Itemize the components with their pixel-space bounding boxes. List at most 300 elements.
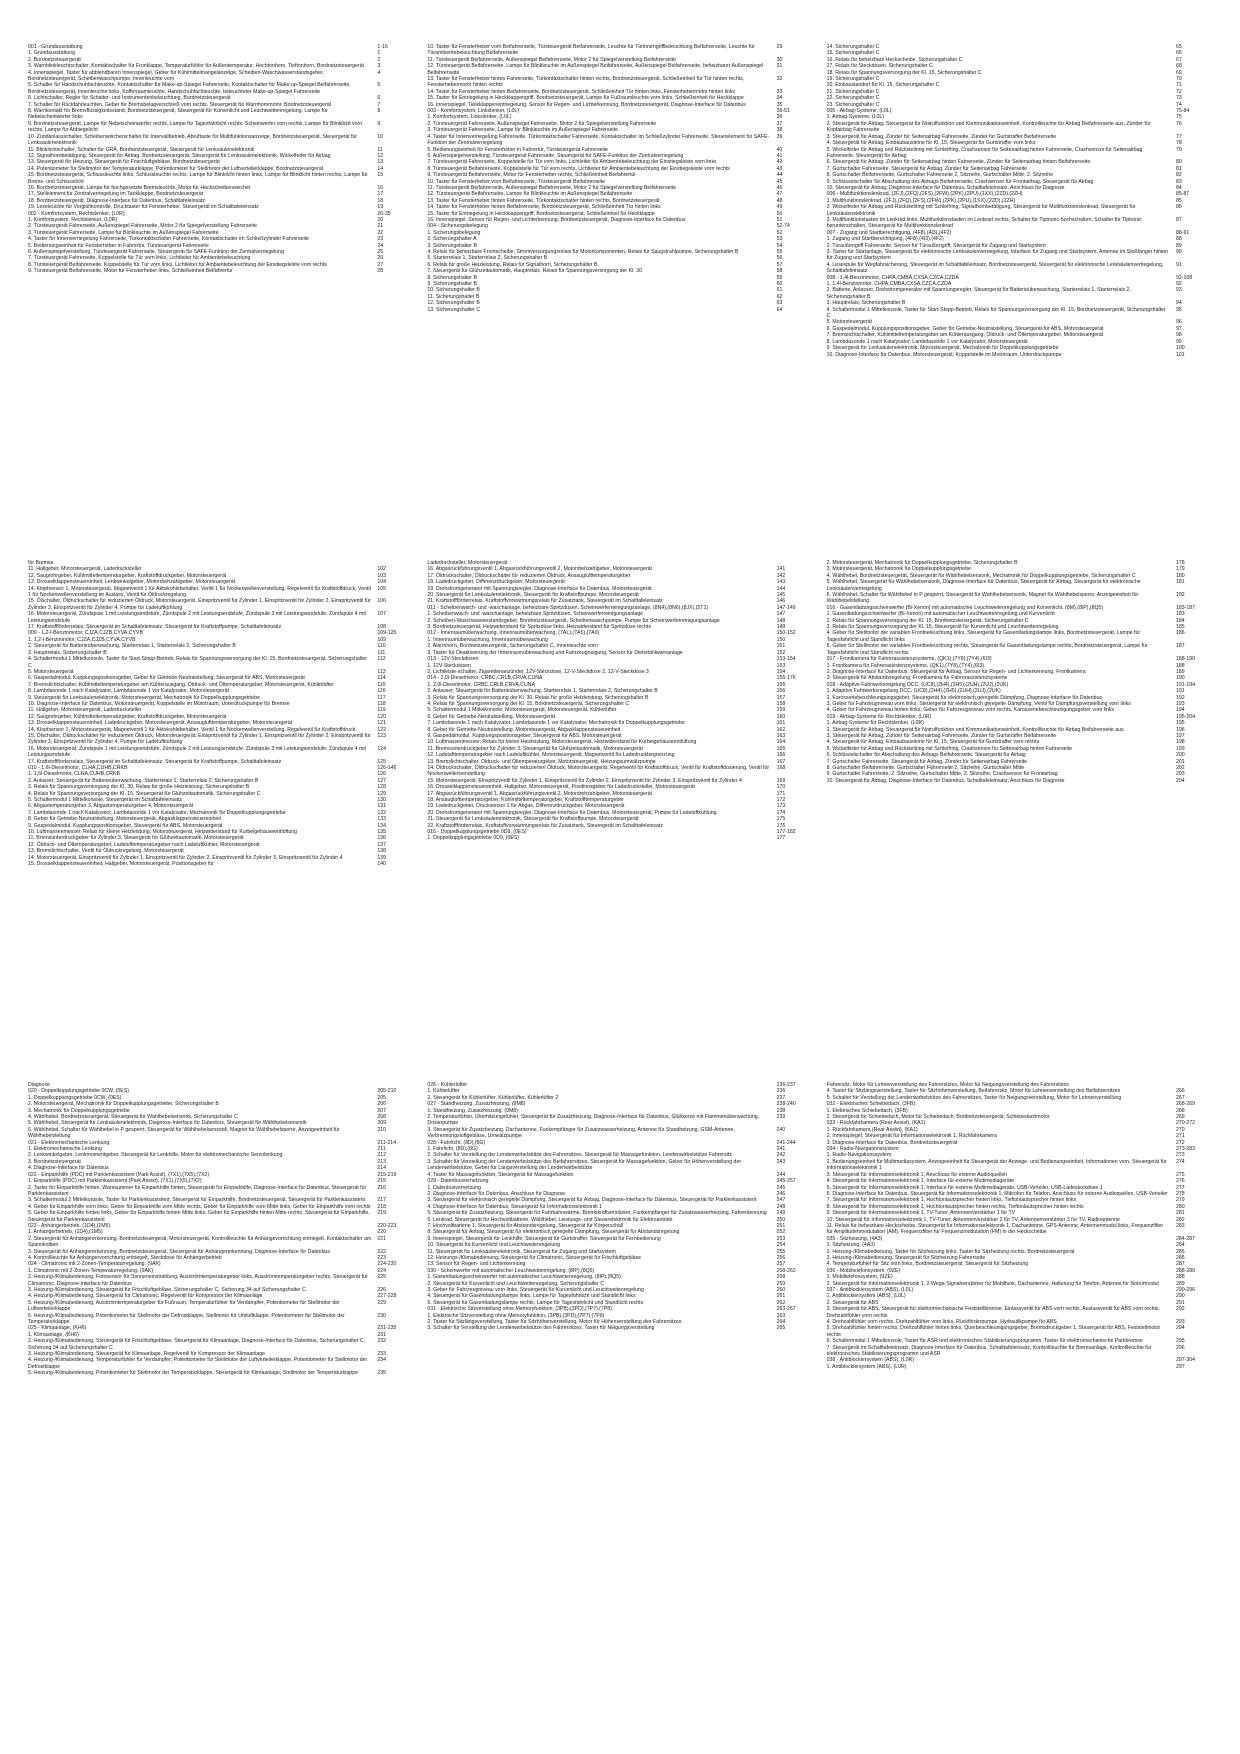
entry-page: 288-289 [1175,1267,1196,1274]
entry-page: 243 [776,1158,786,1165]
entry-page: 118 [377,700,386,707]
entry-title: 16. Innenspiegel, Tankklappenentriegelung, Sensor für Regen- und Lichterkennung, Bordnetzsteuergerät, Diagnose-Interface für Datenbus [427,101,746,108]
entry-title: 13. Drosselklappensteuereinheit, Ladedruckgeber, Motorsteuergerät, Ansauglufttemperaturgeber, Motorsteuergerät [28,720,293,727]
entry-page: 96 [1175,319,1182,326]
entry-title: 007 - Zugang und Startberechtigung, (4F8),(4I3),(4F2) [826,229,952,236]
entry-page: 29 [776,44,783,50]
entry-page: 187 [1175,643,1185,650]
index-entry [827,579,1212,592]
entry-title: 3. Steuergerät für Abstandsregelung, Frontkamera für Fahrerassistenzsysteme [826,675,1008,682]
entry-title: 9. Türsteuergerät Beifahrerseite, Motor für Fensterheber links, Schließeinheit Beifahrertür [28,268,233,275]
entry-title: 3. Heizung-/Klimabedienung, Steuergerät für Sitzheizung Fahrerseite [826,1254,986,1261]
entry-title: 10. Diagnose-Interface für Datenbus, Motorsteuergerät, Koppelstelle im Motorraum, Unterdruckpumpe für Bremse [28,700,290,707]
entry-page: 12 [377,152,384,159]
entry-title: 11. Sicherungshalter B [427,293,480,300]
entry-title: 11. Steuergerät für Lenksäulenelektronik, Steuergerät für Zugang und Startsystem [427,1248,616,1255]
index-entry [827,352,1212,358]
entry-title: 035 - Sitzheizung, (4A3) [826,1235,883,1242]
entry-page: 154 [776,668,786,675]
entry-page: 53 [776,236,783,243]
entry-page: 17 [377,191,384,198]
index-entry [28,1370,413,1376]
entry-title: 1. Climatronic mit 2-Zonen-Temperaturregelung, (9AK) [28,1267,154,1274]
entry-title: 14. Klopfsensor 1, Motorsteuergerät, Magnetventil 1 für Aktivkohlebehälter, Ventil 1 für Nockenwellenverstellung, Regelventil für Kraftstoffdruck, Ventil 1 für Nockenwellenverstellung im Auslass, Ventil für Öldruckregelung [28,585,371,599]
entry-title: 11. Türsteuergerät Beifahrerseite, Außenspiegel Beifahrerseite, Motor 2 für Spiegelverstellung Beifahrerseite [427,56,676,63]
entry-page: 238 [776,1107,786,1114]
entry-page: 140 [377,861,386,868]
entry-page: 102 [377,566,386,573]
entry-title: 2. Steuergerät für Airbag, Steuergerät für Notruffunktion und Kommunikationseinheit, Kontrollleuchte für Airbag Beifahrerseite aus, Zünder für Kopfairbag Fahrerseite [826,120,1151,134]
entry-title: 14. Klopfsensor 1, Motorsteuergerät, Magnetventil 1 für Aktivkohlebehälter, Ventil 1 für Nockenwellenverstellung, Regelventil für Kraftstoffdruck [28,726,356,733]
entry-page: 257 [776,1261,786,1268]
entry-page: 58 [776,268,783,275]
entry-page: 281 [1175,1210,1185,1217]
entry-page: 57 [776,261,783,268]
entry-title: 10. Steuergerät für Airbag, Diagnose-Interface für Datenbus, Schalttafeleinsatz, Anschluss für Diagnose [826,184,1065,191]
entry-title: 4. Temperaturfühler für Sitz vorn links, Bordnetzsteuergerät, Steuergerät für Sitzheizung [826,1261,1029,1268]
entry-title: 7. Steuergerät im Schalttafeleinsatz, Diagnose-Interface für Datenbus, Schalttafeleinsatz, Kontrollleuchte für Bremsanlage, Kontrollleuchte für elektronisches Stabilisierungsprogramm und ASR [826,1344,1152,1358]
entry-page: 68 [1175,63,1182,70]
entry-page: 112 [377,656,386,663]
entry-title: 2. Batterie, Anlasser, Drehstromgenerator mit Spannungsregler, Steuergerät für Batterieüberwachung, Starterrelais 1, Starterrelais 2, Sicherungshalter B [826,287,1131,300]
entry-title: 4. Wählhebel, Bordnetzsteuergerät, Steuergerät für Wählhebelsensorik, Sicherungshalter C [28,1114,238,1121]
entry-title: 3. Heizung-/Klimabedienung, Steuergerät für Klimaanlage, Regelventil für Kompressor der Klimaanlage [28,1351,266,1358]
entry-page: 133 [377,816,386,823]
entry-title: 5. Schaltermodul 1 Mittelkonsole, Steuergerät im Schalttafeleinsatz [28,797,182,804]
entry-title: 1. Rückfahrkamera (Rear Assist), (KA1) [826,1126,918,1133]
entry-title: 3. Hauptrelais, Sicherungshalter B [28,649,107,656]
entry-title: 12. Sicherungshalter B [427,300,480,307]
entry-title: 15. Ölschalter, Öldruckschalter für reduzierten Öldruck, Motorsteuergerät, Einspritzventil für Zylinder 1, Einspritzventil für Zylinder 2, Einspritzventil für Zylinder 3, Einspritzventil für Zylinder 4, Pumpe für Ladeluftkühlung [28,732,371,746]
entry-title: 1. Airbag-Systeme, (L0L) [826,114,885,121]
entry-title: 16. Motorsteuergerät, Zündspule 1 mit Leistungsendstufe, Zündspule 2 mit Leistungsendstufe, Zündspule 3 mit Leistungsendstufe, Zündspule 4 mit Leistungsendstufe [28,611,366,624]
entry-page: 19 [377,204,384,211]
entry-title: 4. Steuergerät für Airbag, Einbaubausteine für Kl. 15, Steuergerät für Gurtstraffer vorn links [826,140,1036,147]
entry-title: 9. Steuergerät für Informationselektronik 1, TV-Tuner, Antennenverstärker 1 für TV [826,1210,1016,1217]
entry-title: 7. Steuergerät für Glühzeitautomatik, Hauptrelais, Relais für Spannungsversorgung der Kl. 30 [427,268,642,275]
entry-page: 76 [1175,120,1182,127]
entry-page: 7 [377,101,381,108]
entry-page: 104 [377,579,386,586]
entry-page: 75 [1175,114,1182,121]
entry-title: 1. Zugang und Startberechtigung, (4F8),(4I3),(4F2) [826,236,944,243]
entry-title: 001 - Grundausstattung [28,44,83,50]
entry-page: 215 [377,1178,386,1185]
entry-page: 244 [776,1171,786,1178]
entry-page: 6 [377,95,381,102]
entry-title: 3. Sicherungshalter B [427,242,477,249]
entry-title: 1. Elektrische Sitzverstellung ohne Memoryfunktion, (3PB),(3PD),(7P7),(7P8) [427,1312,605,1319]
index-entry [28,598,413,611]
entry-page: 143 [776,579,786,586]
entry-title: 10. Taster für Fensterheber vorn Beifahrerseite, Türsteuergerät Beifahrerseite [427,178,606,185]
entry-title: 1. 1,6l-Dieselmotor, CLHA,CUHB,CRKB [28,771,120,778]
entry-page: 145 [776,592,786,599]
entry-title: 3. Türsteuergerät Fahrerseite, Lampe für Blinkleuchte im Außenspiegel Fahrerseite [28,229,219,236]
entry-title: 1. Doppelkupplungsgetriebe 0D9, (0ES) [427,835,520,842]
index-column [427,1082,812,1377]
entry-page: 103 [377,572,386,579]
entry-title: 5. Schalter für Verstellung der Lendenwirbelstütze des Fahrersitzes, Taster für Neigungsverstellung, Motor für Lehnenverstellung [826,1094,1122,1101]
entry-page: 91 [1175,261,1182,268]
entry-title: 1. Doppelkupplungsgetriebe 0CW, (0ES) [28,1094,122,1101]
entry-title: 7. Gurtschalter Fahrerseite, Steuergerät für Airbag, Zünder für Seitenairbag Fahrerseite [826,165,1028,172]
entry-page: 268 [1175,1107,1185,1114]
entry-page: 74 [1175,101,1182,108]
entry-page: 290-296 [1175,1287,1196,1293]
index-entry [827,262,1212,275]
entry-page: 238-240 [776,1101,796,1108]
entry-title: 4. Taster für Innenverriegelung Fahrerseite, Türkontaktschalter Fahrerseite, Kontaktschalter im Schließzylinder Fahrerseite, Steuerelement für SAFE-Funktion der Zentralverriegelung [427,133,770,147]
entry-page: 158 [776,700,786,707]
entry-page: 61 [776,287,783,294]
index-entry [827,1364,1212,1370]
entry-page: 211-214 [377,1139,396,1146]
entry-page: 21 [377,223,384,230]
entry-title: 2. Türaußengriff Fahrerseite, Sensor für Türaußengriff, Steuergerät für Zugang und Startsystem [826,242,1046,249]
entry-page: 107 [377,611,386,618]
index-entry [827,1325,1212,1338]
entry-page: 262 [776,1299,786,1306]
entry-page: 122 [377,726,386,733]
entry-page: 85-87 [1175,191,1190,198]
index-entry [827,147,1212,160]
entry-title: 5. Bedienungseinheit für Fensterheber in Fahrertür, Türsteuergerät Fahrerseite [28,242,209,249]
entry-page: 119 [377,707,386,714]
index-entry [427,1114,812,1127]
entry-page: 101 [1175,351,1185,358]
entry-page: 73 [1175,95,1182,102]
entry-page: 134 [377,822,386,829]
index-entry [28,586,413,599]
entry-title: 10. Taster für Fensterheber vorn Beifahrerseite, Türsteuergerät Beifahrerseite, Leuchte für Türinnengriffbeleuchtung Beifahrerseite, Leuchte für Türambientebeleuchtung Beifahrerseite [427,44,755,57]
entry-title: 2. Heizung-/Klimabedienung, Fotosensor für Sonneneinstrahlung, Ausströmtemperaturgeber links, Ausströmtemperaturgeber rechts, Steuergerät für Climatronic, Diagnose-Interface für Datenbus [28,1274,368,1287]
entry-title: 8. Gurtschalter Beifahrerseite, Gurtschalter Fahrerseite 2, Sitzreihe, Gurtschalter Mitte, 2. Sitzreihe [826,172,1053,179]
entry-page: 2 [377,56,381,63]
entry-title: 010 - 1,6l-Dieselmotor, CLHA,CUHB,CRKB [28,765,128,771]
entry-title: 3. Steuergerät für Anhängererkennung, Bordnetzsteuergerät, Steuergerät für Anhängererkennung, Diagnose-Interface für Datenbus [28,1248,330,1255]
entry-page: 46 [776,184,783,191]
entry-page: 70 [1175,76,1182,83]
entry-title: 3. Diagnose-Interface für Datenbus, Bordnetzsteuergerät [826,1139,958,1146]
entry-page: 295 [1175,1338,1185,1345]
entry-page: 258-262 [776,1267,796,1274]
entry-title: 2. Lenkwinkelgeber, Lenkmomentgeber, Steuergerät für Lenkhilfe, Motor für elektromechanische Servolenkung [28,1152,283,1159]
entry-title: 3. Steuergerät für Airbag, Zünder für Seitenairbag Fahrerseite, Zünder für Gurtstraffer Beifahrerseite [826,133,1057,140]
entry-title: 3. Steuergerät für Airbag, Zünder für Seitenairbag Fahrerseite, Zünder für Gurtstraffer Beifahrerseite [826,732,1057,739]
entry-page: 10 [377,133,384,140]
entry-title: 12. Saugrohrgeber, Kühlmitteltemperaturgeber, Kraftstoffdruckgeber, Motorsteuergerät [28,572,227,579]
index-entry [28,1313,413,1326]
entry-title: 4. Wählhebel, Bordnetzsteuergerät, Steuergerät für Wählhebelsensorik, Mechatronik für Doppelkupplungsgetriebe, Sicherungshalter C [826,572,1136,579]
entry-page: 181 [1175,579,1185,586]
entry-title: 6. Relais für große Heizleistung, Relais für Signalhorn, Sicherungshalter B [427,261,598,268]
entry-page: 256 [776,1254,786,1261]
entry-title: 8. Geber für Getriebe-Neutralstellung, Motorsteuergerät, Abgasklappensteuereinheit [28,816,221,823]
entry-title: 1. Frontkamera für Fahrerassistenzsysteme, (QK1),(7Y8),(7Y4),(6I3) [826,662,985,669]
entry-page: 292 [1175,1306,1185,1313]
entry-page: 260 [776,1287,786,1293]
entry-page: 153-154 [776,656,796,663]
entry-title: 1. Multifunktionslenkrad, (2FJ),(2FQ),(2FS),(2FW),(2PK),(2PU),(1XX),(2ZD),(2ZH) [826,197,1016,204]
index-entry [28,861,413,867]
index-entry [28,656,413,669]
entry-title: 3. Steuergerät für Informationselektronik 1, Anschluss für externe Audioquellen [826,1171,1008,1178]
entry-title: 022 - Einparkhilfe (PDC) mit Parklenkassistent (Park Assist), (7X1),(7X5),(7X2) [28,1171,210,1178]
entry-page: 3 [377,63,381,70]
entry-title: 8. Türsteuergerät Beifahrerseite, Koppelstelle für Tür vorn rechts, Lichtleiter für Ambientebeleuchtung der Einstiegsleiste vorn rechts [427,165,730,172]
index-column [28,1082,413,1377]
entry-title: 5. Schalter für Handschuhfachleuchte, Kontaktschalter für Make-up-Spiegel Fahrerseite, Kontaktschalter für Make-up-Spiegel Beifahrerseite, Bordnetzsteuergerät, Innenleuchte links, Kofferraumleuchte, Handschuhfachleuchte, beleuchteter Make-up-Spiegel Fahrerseite [28,82,351,95]
entry-page: 276 [1175,1178,1185,1185]
entry-title: 2. Steuergerät für Schiebedach, Motor für Schiebedach, Bordnetzsteuergerät, Schiebedachmotor [826,1114,1050,1121]
entry-title: 005 - Airbag-Systeme, (L0L) [826,108,892,115]
entry-title: 7. Lambdasonde 1 nach Katalysator, Lambdasonde 1 vor Katalysator, Mechatronik für Doppelkupplungsgetriebe [427,720,685,727]
entry-page: 229 [377,1299,386,1306]
entry-title: 6. Heizung-/Klimabedienung, Potentiometer für Stellmotor der Defrostklappe, Stellmotor für Umluftklappe, Potentiometer für Stellmotor der Temperaturklappe [28,1312,345,1326]
entry-title: 14. Taster für Fensterheber hinten Beifahrerseite, Bordnetzsteuergerät, Schließeinheit Tür hinten links, Fensterhebermotor hinten links [427,88,736,95]
entry-title: 3. Bordnetzsteuergerät, Heizwiderstand für Spritzdüse links, Heizwiderstand für Spritzdüse rechts [427,624,652,631]
entry-title: 5. Starterrelais 1, Starterrelais 2, Sicherungshalter B [427,255,548,262]
entry-title: 8. Türsteuergerät Beifahrerseite, Koppelstelle für Tür vorn links, Lichtleiter für Ambientebeleuchtung der Einstiegsleiste vorn rechts [28,261,327,268]
index-entry [28,121,413,134]
index-entry [427,76,812,89]
entry-page: 64 [776,306,783,313]
entry-title: 17. Relais für Steckdosen, Sicherungshalter C [826,63,933,70]
entry-page: 87 [1175,216,1182,223]
entry-page: 216 [377,1184,386,1191]
index-column [427,560,812,868]
entry-page: 11 [377,146,383,153]
entry-title: 4. Drehzahlfühler vorn rechts, Drehzahlfühler vorn links, Rückförderpumpe, Hydraulikpumpe für ABS [826,1319,1057,1326]
entry-title: 3. Geber für Fahrzeugniveau vorn links, Steuergerät für Kurvenlicht und Leuchtweitenregelung [427,1287,644,1293]
entry-page: 172 [776,797,786,804]
entry-title: 1. Innenraumüberwachung, Innenraumüberwachung [427,636,548,643]
entry-title: 012 - Innenraumüberwachung, Innenraumüberwachung, (7AL),(7A5),(7A0) [427,630,600,637]
entry-title: 3. Taster für Startanlage, Steuergerät für elektronische Lenksäulenverriegelung, Interface für Zugang und Startsystem, Antenne im Stoßfänger hinten für Zugang und Startsystem [826,249,1168,262]
entry-page: 144 [776,585,786,592]
entry-page: 284-287 [1175,1235,1196,1242]
entry-page: 258 [776,1274,786,1281]
entry-title: 1. Datenbusvernetzung [427,1184,481,1191]
entry-page: 180 [1175,572,1185,579]
entry-title: 2. Sicherungshalter A [427,236,477,243]
entry-page: 226 [377,1287,386,1293]
entry-title: 6. Wählhebel, Schalter für Wählhebel in P gesperrt, Steuergerät für Wählhebelsensorik, Magnet für Wählhebelsperre, Anzeigeeinheit für Wählhebelstellung [826,592,1139,605]
entry-page: 280 [1175,1203,1185,1210]
entry-page: 192 [1175,694,1185,701]
entry-title: 8. Lambdasonde 1 nach Katalysator, Lambdasonde 1 vor Katalysator, Motorsteuergerät [826,338,1028,345]
entry-page: 63 [776,300,783,307]
entry-page: 22 [377,229,384,236]
entry-title: 15. Sicherungshalter C [826,50,880,57]
entry-page: 27 [377,261,384,268]
entry-title: 4. Schaltermodul 1 Mittelkonsole, Taster für Start-Stopp-Betrieb, Relais für Spannungsversorgung der Kl. 15, Bordnetzsteuergerät, Sicherungshalter C [28,656,367,669]
entry-title: 1. Antiblockiersystem (ABS), (L0L) [826,1293,906,1300]
entry-page: 241 [776,1146,786,1153]
entry-title: 2. Diagnose-Interface für Datenbus, Anschluss für Diagnose [427,1190,566,1197]
entry-title: 3. Warnblinkleuchtschalter, Kontaktschalter für Fronklappe, Temperaturfühler für Außentemperatur, Hochtonhorn, Tieftonhorn, Bordnetzsteuergerät [28,63,364,70]
entry-title: 1. 12V-Steckdosen [427,662,471,669]
entry-page: 88 [1175,236,1182,243]
entry-title: 17. Kraftstoffförderrelais, Steuergerät im Schalttafeleinsatz, Steuergerät für Kraftstoffpumpe, Schalttafeleinsatz [28,758,282,765]
entry-page: 123 [377,732,386,739]
entry-title: 18. Bordnetzsteuergerät, Diagnose-Interface für Datenbus, Schalttafeleinsatz [28,197,206,204]
entry-title: 038 - Antiblockiersystem (ABS), (L0R) [826,1357,915,1364]
entry-page: 231 [377,1331,386,1338]
entry-title: 025 - Klimaanlage, (KH6) [28,1325,87,1332]
entry-page: 190 [1175,675,1185,682]
index-band [28,1082,1212,1377]
entry-page: 195-204 [1175,713,1196,720]
entry-title: 030 - Scheinwerfer mit automatischer Leuchtweitenregelung, (8IP),(8Q5) [427,1267,595,1274]
entry-page: 225 [377,1274,386,1281]
entry-title: 17. Öldruckschalter, Öldruckschalter für reduzierten Öldruck, Ansauglufttemperaturgeber [427,572,631,579]
entry-title: 13. Drosselklappensteuereinheit, Lenkwinkelgeber, Motordrehzahlgeber, Motorsteuergerät [28,579,236,586]
entry-page: 31 [776,63,783,70]
entry-page: 272 [1175,1139,1185,1146]
entry-title: 033 - Rückfahrkamera (Rear Assist), (KA1) [826,1120,926,1127]
entry-title: 4. Geber für Stellmotor der variablen Frontbeleuchtung links, Steuergerät für Gasentladungslampe links, Bordnetzsteuergerät, Lampe für Tagesfahrlicht und Standlicht links [826,630,1141,643]
entry-title: 4. Lesespule für Wegfahrsicherung, Steuergerät im Schalttafeleinsatz, Bordnetzsteuergerät, Steuergerät für elektronische Lenksäulenverriegelung, Schalttafeleinsatz [826,261,1164,275]
entry-title: 12. Saugrohrgeber, Kühlmitteltemperaturgeber, Kraftstoffdruckgeber, Motorsteuergerät [28,713,227,720]
entry-page: 83 [1175,178,1182,185]
index-entry [427,63,812,76]
entry-title: 5. Drehzahlfühler hinten rechts, Drehzahlfühler hinten links, Querbeschleunigungsgeber, Bremsdruckgeber 1, Steuergerät für ABS, Feststellmotor rechts [826,1325,1161,1338]
entry-page: 113 [377,668,386,675]
entry-page: 197 [1175,732,1185,739]
entry-title: 2. Scheiben-Waschwasserstandsgeber, Bordnetzsteuergerät, Scheibenwaschpumpe, Pumpe für Scheinwerferreinigungsanlage [427,617,720,624]
entry-page: 202 [1175,765,1185,771]
entry-title: 2. Taster für Einparkhilfe hinten, Warnsummer für Einparkhilfe hinten, Steuergerät für Einparkhilfe, Diagnose-Interface für Datenbus, Steuergerät für Parklenkassistent [28,1184,367,1197]
entry-page: 18 [377,197,384,204]
entry-title: 3. Steuergerät für elektronisch geregelte Dämpfung, Steuergerät für Airbag, Diagnose-Interface für Datenbus, Steuergerät für Parklenkassistent [427,1197,757,1204]
entry-title: 4. Taster für Sitzlängsverstellung, Taster für Sitzhöhenverstellung, Beifahrersitz, Motor für Lehnenverstellung des Beifahrersitzes [826,1088,1121,1095]
entry-title: 5. Motorsteuergerät [28,668,74,675]
entry-title: 2. Karosseriebeschleunigungsgeber, Steuergerät für elektronisch geregelte Dämpfung, Diagnose-Interface für Datenbus [826,694,1103,701]
entry-page: 275 [1175,1171,1185,1178]
entry-page: 297-304 [1175,1357,1196,1364]
entry-title: 037 - Antiblockiersystem (ABS), (L0L) [826,1287,914,1293]
entry-title: 2. Steuergerät für ABS [826,1299,879,1306]
entry-title: 10. Steuergerät für Informationselektronik 1, TV-Tuner, Antennenverstärker 2 für TV, Antennenverstärker 3 für TV, Radioantenne [826,1216,1120,1223]
entry-title: 5. Wickelfeder für Airbag und Rückstellring mit Schleifring, Crashsensor für Seitenairbag hinten Fahrerseite, Crashsensor für Seitenairbag Fahrerseite, Steuergerät für Airbag [826,146,1143,159]
entry-page: 39 [776,133,783,140]
entry-title: 2. Temperaturfühler, Überhitzungsfühler, Steuergerät für Zusatzheizung, Diagnose-Interface für Datenbus, Glühkerze mit Flammenüberwachung, Dosierpumpe [427,1114,760,1127]
entry-title: 16. Abgasrückführungsventil 1, Abgasrückführungsventil 2, Motordrehzahlgeber, Motorsteuergerät [427,566,652,573]
entry-page: 286 [1175,1254,1185,1261]
entry-title: 3. Motorsteuergerät, Mechatronik für Doppelkupplungsgetriebe [826,566,971,573]
entry-page: 287 [1175,1261,1185,1268]
entry-title: 1. Sicherungsbelegung [427,229,481,236]
entry-title: 1. Fahrlicht, (8D),(8G) [427,1146,478,1153]
entry-page: 47 [776,191,783,198]
entry-page: 191-194 [1175,681,1196,688]
entry-page: 90 [1175,249,1182,255]
entry-page: 109 [377,636,386,643]
entry-page: 159 [776,707,786,714]
entry-title: 3. Schaltermodul 2 Mittelkonsole, Taster für Parklenkassistent, Steuergerät für Einparkhilfe, Bordnetzsteuergerät, Steuergerät für Parklenkassistent [28,1197,365,1204]
entry-page: 24 [377,242,384,249]
entry-title: 4. Relais für Spannungsversorgung der Kl. 15, Bordnetzsteuergerät, Sicherungshalter C [427,700,630,707]
entry-page: 263 [776,1312,786,1319]
entry-page: 1 [377,50,381,57]
entry-page: 71 [1175,82,1182,89]
entry-title: 004 - Sicherungsbelegung [427,223,488,230]
entry-title: 11. Relais für beheizbare Heckscheibe, Steuergerät für Informationselektronik 1, Dachantenne, GPS-Antenne, Antennenmodul links, Frequenzfilter für Amplitudenmodulation (AM), Frequenzfilter für Frequenzmodulation (FM) in der Heckscheibe [826,1222,1164,1236]
entry-title: 3. Türsteuergerät Fahrerseite, Lampe für Blinkleuchte im Außenspiegel Fahrerseite [427,127,618,134]
entry-page: 5 [377,82,381,89]
entry-title: 13. Bremslichtschalter, Öldruck- und Öltemperaturgeber, Motorsteuergerät, Heizungsumwälzpumpe [427,758,656,765]
entry-title: 2. Steuergerät für Kühlerlüfter, Kühlerlüfter, Kühlerlüfter 2 [427,1094,559,1101]
entry-title: 10. Diagnose-Interface für Datenbus, Motorsteuergerät, Koppelstelle im Motorraum, Unterdruckpumpe [826,351,1062,358]
entry-title: 2. Relais für Spannungsversorgung der Kl. 15, Bordnetzsteuergerät, Sicherungshalter C [826,617,1029,624]
entry-title: 9. Steuergerät für Lenksäulenelektronik, Motorsteuergerät, Mechatronik für Doppelkupplungsgetriebe [28,694,260,701]
entry-page: 166 [776,752,786,759]
entry-title: 10. Steuergerät für Kurvenlicht und Leuchtweitenregelung [427,1242,560,1249]
entry-page: 109-125 [377,630,397,637]
entry-title: 1. Scheibenwisch- und -waschanlage, beheizbare Spritzdüsen, Scheinwerferreinigungsanlage [427,611,644,618]
entry-title: 10. Zündanlassschalter, Scheibenwischerschalter für Intervallbetrieb, Abruftaste für Multifunktionsanzeige, Bordnetzsteuergerät, Steuergerät für Lenksäulenelektronik [28,133,358,147]
index-entry [28,733,413,746]
index-entry [28,1236,413,1249]
index-entry [28,1274,413,1287]
index-entry [28,1210,413,1223]
entry-title: 4. Relais für beheizbare Frontscheibe, Stromversorgungsrelais für Motorkomponenten, Relais für Saugstrahlpumpe, Sicherungshalter B [427,249,739,255]
entry-page: 196 [1175,726,1185,733]
entry-page: 200 [1175,752,1185,759]
entry-title: 22. Sicherungshalter C [826,95,880,102]
entry-title: 9. Schlüsselschalter für Abschaltung des Airbags Beifahrerseite, Crashsensor für Frontairbag, Steuergerät für Airbag [826,178,1094,185]
entry-title: 027 - Standheizung, Zusatzheizung, (9M8) [427,1101,526,1108]
index-entry [827,778,1212,784]
entry-title: 10. Luftmassenmesser, Relais für kleine Heizleistung, Motorsteuergerät, Heizwiderstand für Kurbelgehäuseentlüftung [427,739,697,746]
entry-title: 1. Adaptive Fahrwerksregelung DCC, (UC8),(2H4),(2H5),(2UH),(2UJ),(2UK) [826,688,1001,695]
entry-page: 153 [776,662,786,669]
entry-page: 222 [377,1248,386,1255]
index-entry [28,1300,413,1313]
entry-page: 236 [776,1088,786,1095]
entry-page: 193 [1175,700,1185,707]
entry-page: 221 [377,1235,386,1242]
entry-page: 183-187 [1175,604,1196,611]
entry-page: 165 [776,745,786,752]
entry-page: 284 [1175,1242,1185,1249]
entry-page: 92 [1175,281,1182,288]
entry-page: 147 [776,611,786,618]
entry-page: 255 [776,1248,786,1255]
entry-title: 14. Potentiometer für Stellmotor der Temperaturklappe, Potentiometer für Stellmotor der Luftverteilerklappe, Bordnetzsteuergerät [28,165,324,172]
index-entry [427,307,812,313]
entry-title: 6. Steuergerät für Airbag, Zünder für Seitenairbag hinten Fahrerseite, Zünder für Seitenairbag hinten Beifahrerseite [826,159,1091,166]
entry-title: 15. Bordnetzsteuergerät, Schlussleuchte links, Schlussleuchte rechts, Lampe für Blinklicht hinten links, Lampe für Blinklicht hinten rechts, Lampe für Brems- und Schlusslicht [28,172,368,185]
entry-page: 278 [1175,1190,1185,1197]
entry-title: 5. Wählhebel, Steuergerät für Lenksäulenelektronik, Diagnose-Interface für Datenbus, Steuergerät für Wählhebelsensorik [28,1120,307,1127]
entry-title: 17. Kraftstoffförderrelais, Steuergerät im Schalttafeleinsatz, Steuergerät für Kraftstoffpumpe, Schalttafeleinsatz [28,624,282,631]
entry-title: 12. Türsteuergerät Beifahrerseite, Lampe für Blinkleuchte im Außenspiegel Beifahrerseite, Außenspiegel Beifahrerseite, beheizbarer Außenspiegel Beifahrerseite [427,63,764,76]
entry-title: 7. Bremslichtschalter, Kühlmitteltemperaturgeber am Kühlerausgang, Öldruck- und Öltemperaturgeber, Motorsteuergerät, Kühlerlüfter [28,681,334,688]
entry-title: 3. Geber für Fahrzeugniveau vorn links, Steuergerät für elektronisch geregelte Dämpfung, Ventil für Dämpfungsverstellung vorn links [826,700,1131,707]
entry-page: 163 [776,732,786,739]
entry-page: 4 [377,69,381,76]
entry-page: 69 [1175,69,1182,76]
entry-title: 6. Geber für Getriebe-Neutralstellung, Motorsteuergerät [427,713,556,720]
entry-page: 26 [377,255,384,262]
entry-title: 8. Geber für Getriebe-Neutralstellung, Motorsteuergerät, Abgasklappensteuereinheit [427,726,621,733]
entry-page: 277 [1175,1184,1185,1191]
entry-page: 215-219 [377,1171,397,1178]
entry-title: 19. Ladedruckgeber, Drucksensor 1 für Abgas, Differenzdruckgeber, Motorsteuergerät [427,803,625,810]
